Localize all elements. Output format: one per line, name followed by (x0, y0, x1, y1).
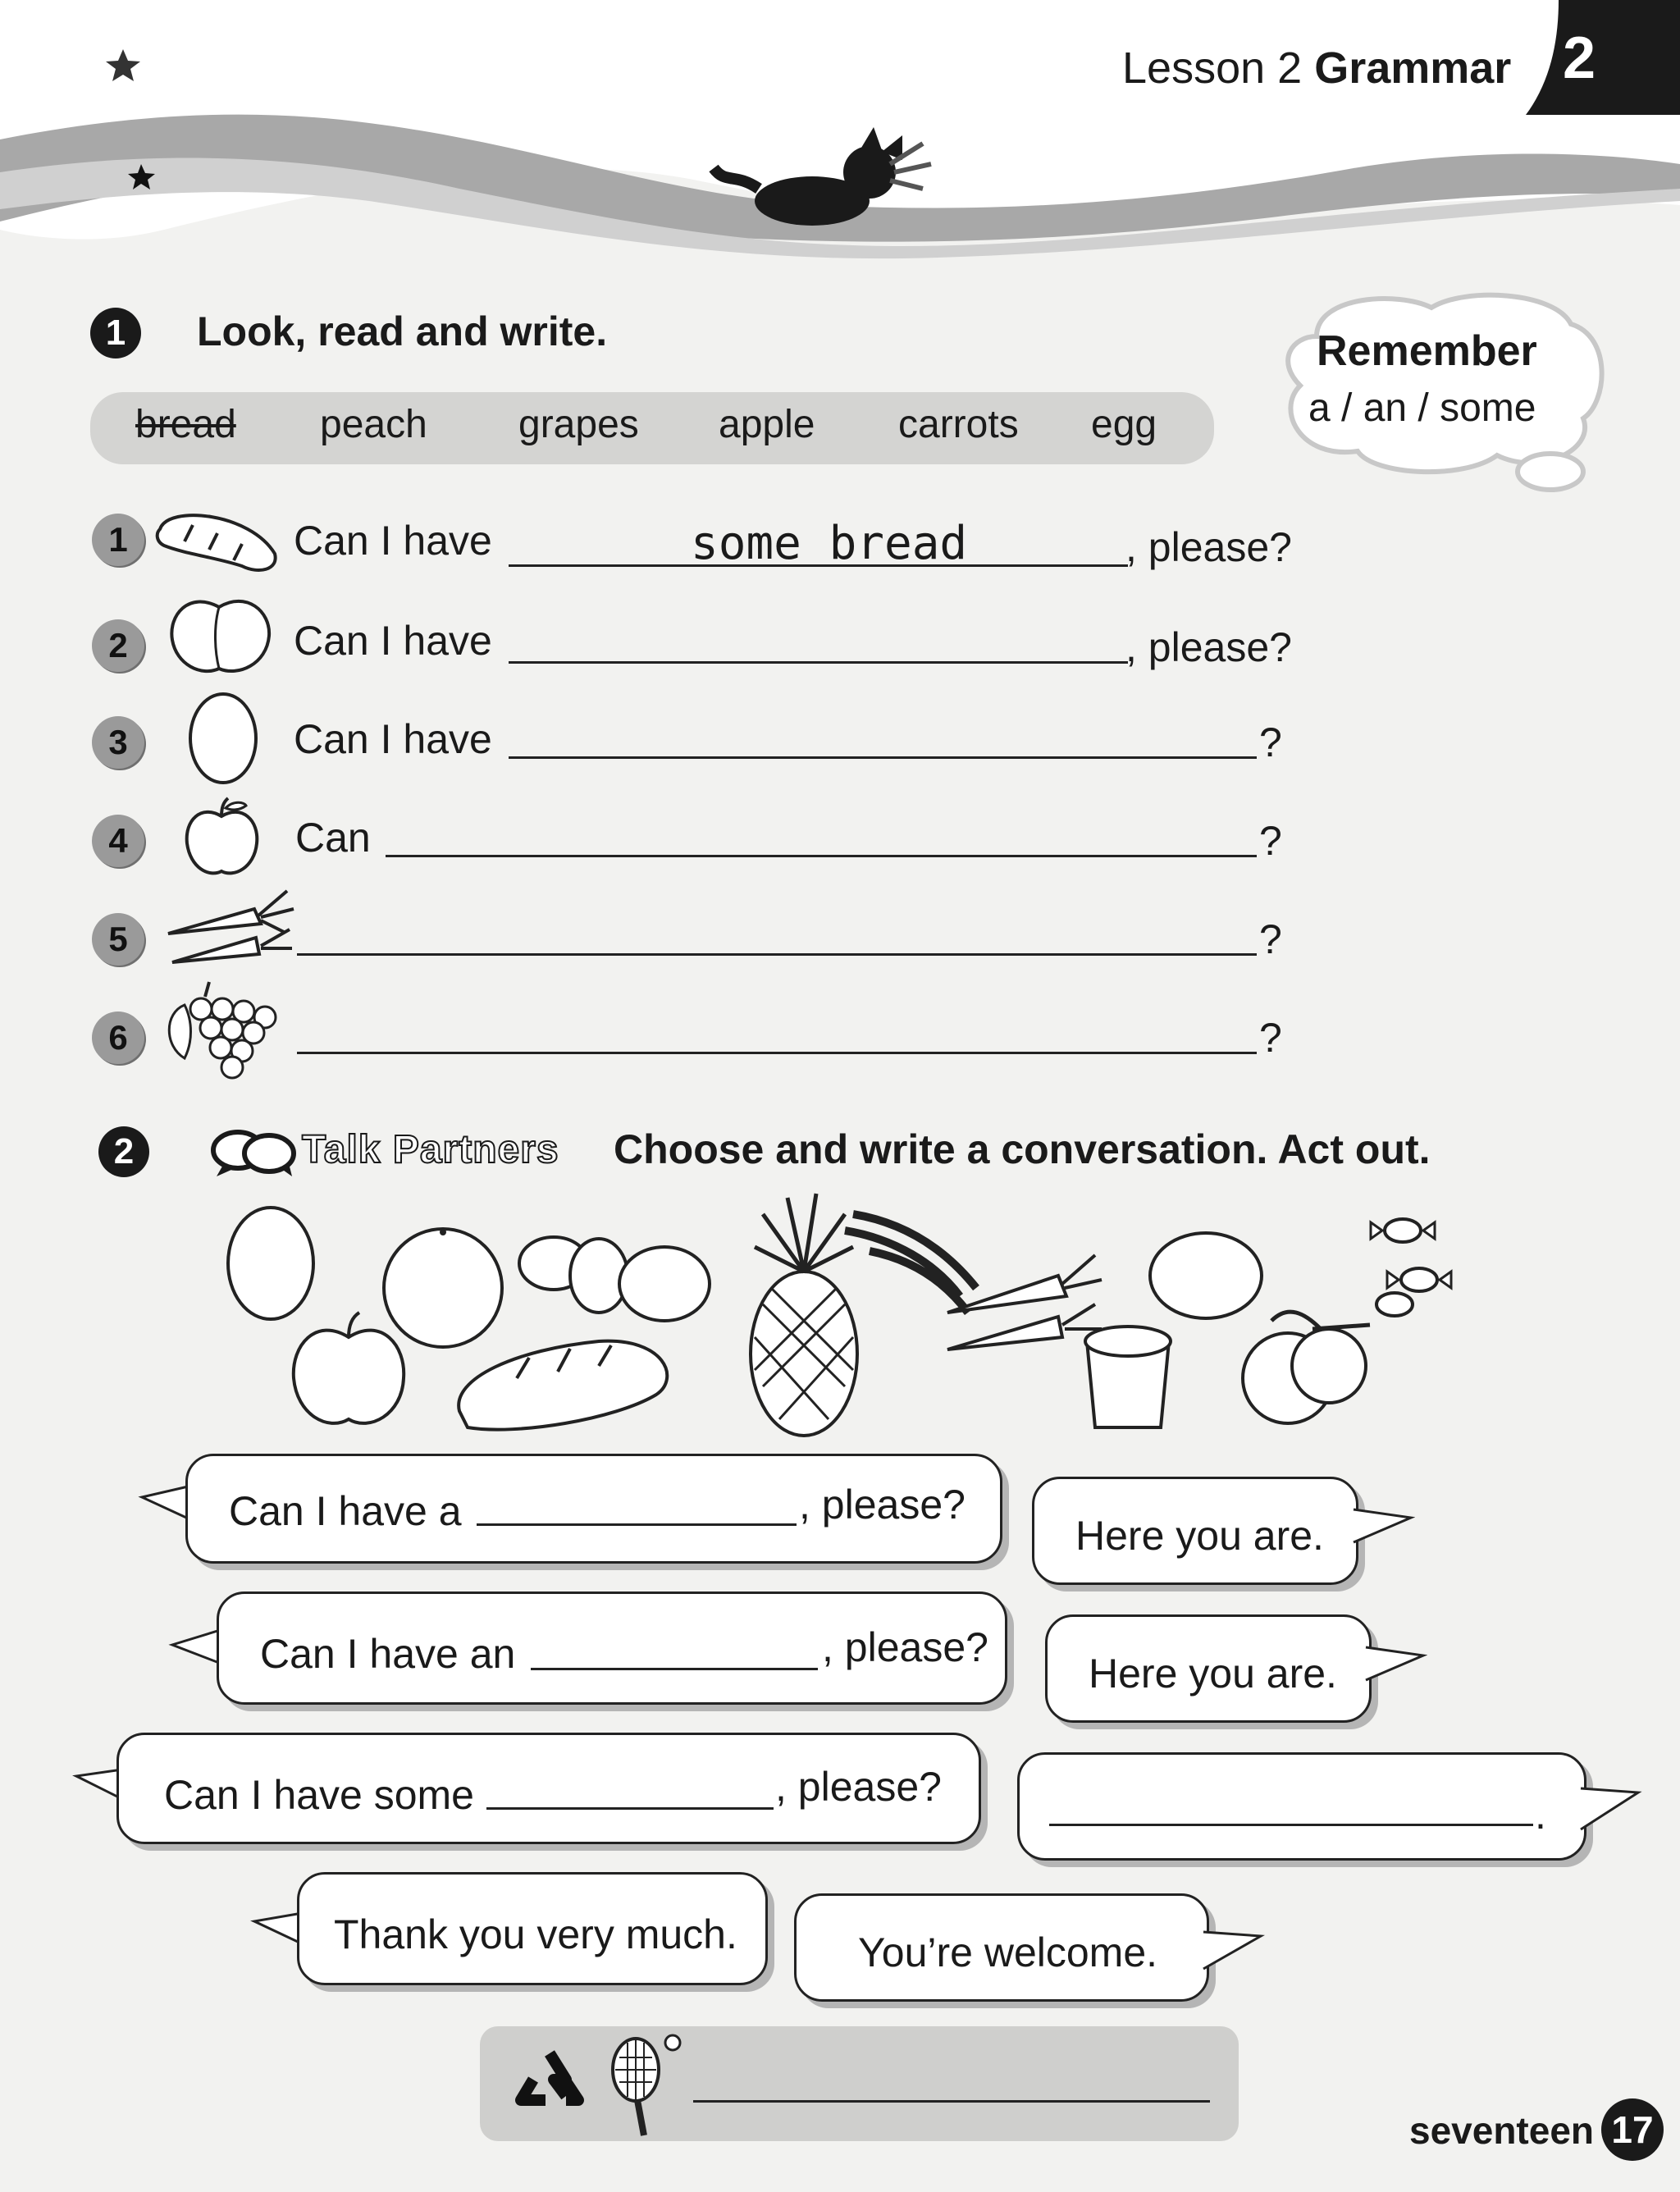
answer-line[interactable] (1049, 1824, 1533, 1826)
lemon-icon (1150, 1233, 1262, 1318)
bubble-question-end: , please? (799, 1482, 966, 1528)
bubble-question-start: Can I have some (164, 1772, 474, 1818)
recycle-icon (504, 2047, 595, 2129)
item-number: 2 (92, 619, 144, 672)
item-prompt: Can (295, 815, 371, 861)
item-number: 6 (92, 1012, 144, 1064)
header-wave-banner (0, 0, 1680, 271)
grapes-icon (160, 980, 291, 1095)
item-prompt: Can I have (294, 716, 492, 762)
bubble-answer: Here you are. (1075, 1513, 1324, 1559)
item-number: 3 (92, 716, 144, 769)
answer-line[interactable] (297, 953, 1257, 956)
carrots-icon (947, 1255, 1102, 1349)
answer-line[interactable] (297, 1052, 1257, 1054)
speech-bubble (297, 1872, 768, 1985)
bubble-answer-end: . (1535, 1792, 1546, 1838)
bubble-tail (1199, 1924, 1265, 1981)
unit-badge (1526, 0, 1680, 115)
word-bank (90, 392, 1214, 464)
item-prompt: Can I have (294, 518, 492, 564)
potatoes-icon (519, 1237, 710, 1321)
orange-icon (384, 1229, 502, 1347)
item-ending: ? (1259, 916, 1282, 962)
page-number: 17 (1601, 2098, 1664, 2161)
word-bank-item: carrots (898, 403, 1019, 446)
item-ending: , please? (1125, 524, 1292, 570)
word-bank-item: peach (320, 403, 427, 446)
word-bank-item: egg (1091, 403, 1157, 446)
speech-bubble (1017, 1752, 1586, 1861)
tomatoes-icon (1243, 1312, 1370, 1423)
apple-icon (294, 1313, 404, 1423)
answer-line[interactable] (509, 756, 1257, 759)
speech-bubble (1045, 1614, 1372, 1723)
bubble-tail (1577, 1780, 1642, 1846)
item-ending: ? (1259, 1015, 1282, 1061)
word-bank-item: grapes (518, 403, 639, 446)
carrots-icon (164, 884, 295, 975)
item-number: 1 (92, 514, 144, 566)
peach-icon (164, 587, 275, 681)
egg-icon (185, 687, 262, 786)
beans-icon (845, 1214, 976, 1313)
food-pictures (221, 1181, 1477, 1444)
item-ending: ? (1259, 818, 1282, 864)
item-ending: , please? (1125, 624, 1292, 670)
item-number: 5 (92, 913, 144, 966)
exercise-instruction: Look, read and write. (197, 308, 608, 354)
bubble-answer: Here you are. (1089, 1651, 1337, 1697)
answer-line[interactable] (693, 2100, 1210, 2103)
bubble-thanks: Thank you very much. (334, 1911, 737, 1957)
pineapple-icon (751, 1194, 857, 1436)
exercise-instruction: Choose and write a conversation. Act out. (614, 1126, 1431, 1172)
speech-bubble (116, 1733, 981, 1844)
exercise-number: 1 (90, 308, 141, 358)
answer-line[interactable] (486, 1807, 774, 1810)
bubble-tail (1349, 1501, 1415, 1559)
egg-icon (228, 1208, 313, 1319)
item-prompt: Can I have (294, 618, 492, 664)
bread-icon (459, 1341, 667, 1430)
page-number-word: seventeen (1409, 2109, 1595, 2152)
bubble-question-start: Can I have a (229, 1488, 462, 1534)
speech-bubble (185, 1454, 1002, 1564)
exercise-number: 2 (98, 1126, 149, 1177)
tennis-racket-icon (603, 2033, 685, 2139)
remember-text: a / an / some (1308, 386, 1536, 430)
speech-bubble (217, 1591, 1007, 1705)
bubble-welcome: You’re welcome. (858, 1929, 1158, 1975)
bubble-tail (1362, 1639, 1427, 1697)
bubble-question-start: Can I have an (260, 1631, 516, 1677)
answer-line[interactable] (509, 661, 1128, 664)
item-number: 4 (92, 815, 144, 867)
apple-icon (180, 796, 262, 882)
answer-line[interactable] (477, 1523, 797, 1526)
unit-number: 2 (1563, 25, 1596, 91)
bread-icon (152, 496, 283, 578)
speech-bubble (1032, 1477, 1358, 1585)
speech-bubble (794, 1893, 1209, 2002)
sweets-icon (1371, 1219, 1451, 1316)
answer-line[interactable] (531, 1668, 818, 1670)
answer-text: some bread (691, 517, 968, 570)
word-bank-item: bread (135, 403, 236, 446)
word-bank-item: apple (719, 403, 815, 446)
bubble-question-end: , please? (775, 1764, 942, 1810)
remember-title: Remember (1317, 327, 1537, 375)
yoghurt-icon (1085, 1327, 1171, 1427)
answer-line[interactable] (386, 855, 1257, 857)
item-ending: ? (1259, 719, 1282, 765)
lesson-title: Lesson 2 Grammar (1122, 43, 1512, 93)
bubble-question-end: , please? (822, 1624, 988, 1670)
talk-partners-label: Talk Partners (302, 1128, 559, 1171)
